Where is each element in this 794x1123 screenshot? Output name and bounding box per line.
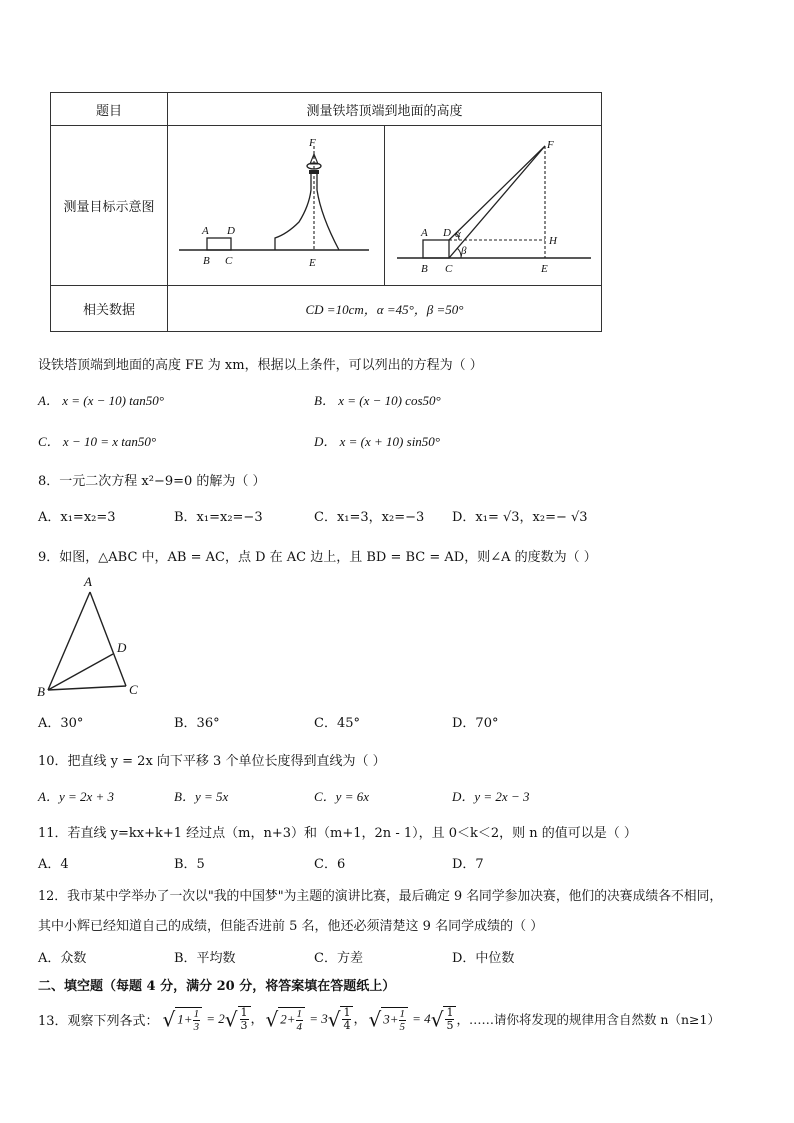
q10-stem: 10．把直线 y = 2x 向下平移 3 个单位长度得到直线为（ ）	[38, 754, 386, 769]
measurement-table	[50, 92, 602, 332]
q8-option-d: D．x₁= √3，x₂=− √3	[452, 510, 588, 525]
table-header-title: 测量铁塔顶端到地面的高度	[168, 93, 602, 126]
section-2-heading: 二、填空题（每题 4 分，满分 20 分，将答案填在答题纸上）	[38, 979, 396, 994]
tower-figure-1	[169, 126, 383, 281]
fig1-label-A: A	[202, 225, 209, 237]
q12-stem-line2: 其中小辉已经知道自己的成绩，但能否进前 5 名，他还必须清楚这 9 名同学成绩的（ ）	[38, 919, 544, 934]
q13-expression-2: √ 2+ $\frac{1}{4}$ = 3√ $\frac{1}{4}$ ，	[265, 1006, 367, 1033]
vertex-label-D: D	[117, 640, 127, 655]
sight-line-C	[449, 146, 545, 258]
fig2-label-C: C	[445, 263, 453, 275]
q12-option-b: B．平均数	[174, 951, 236, 966]
table-cell-figure-1	[168, 126, 385, 286]
q9-option-d: D．70°	[452, 716, 499, 731]
q12-stem-line1: 12．我市某中学举办了一次以"我的中国梦"为主题的演讲比赛，最后确定 9 名同学参加决赛，他们的决赛成绩各不相同，	[38, 889, 723, 904]
fig1-label-F: F	[309, 137, 316, 149]
segment-BD	[48, 654, 113, 690]
table-data-values: CD =10cm，α =45°，β =50°	[168, 286, 602, 332]
fig2-label-D: D	[443, 227, 451, 239]
q7-option-b: B． x = (x − 10) cos50°	[314, 393, 441, 408]
q12-option-d: D．中位数	[452, 951, 515, 966]
q7-option-a: A． x = (x − 10) tan50°	[38, 393, 164, 408]
q8-option-b: B．x₁=x₂=−3	[174, 510, 263, 525]
fig2-label-beta: β	[461, 245, 467, 257]
fig1-label-D: D	[227, 225, 235, 237]
side-AC	[90, 592, 126, 686]
q11-stem: 11．若直线 y=kx+k+1 经过点（m，n+3）和（m+1，2n - 1），且 0＜k＜2，则 n 的值可以是（ ）	[38, 826, 637, 841]
fig1-label-C: C	[225, 255, 233, 267]
q9-option-c: C．45°	[314, 716, 360, 731]
q10-option-a: A．y = 2x + 3	[38, 789, 115, 804]
q13-line	[38, 1006, 720, 1033]
q11-option-d: D．7	[452, 857, 484, 872]
q11-option-a: A．4	[38, 857, 69, 872]
table-label-data: 相关数据	[51, 286, 168, 332]
side-AB	[48, 592, 90, 690]
vertex-label-C: C	[129, 682, 138, 697]
q11-option-c: C．6	[314, 857, 346, 872]
vertex-label-B: B	[37, 684, 45, 699]
q7-option-d: D． x = (x + 10) sin50°	[314, 434, 441, 449]
sight-line-D	[449, 146, 545, 240]
q8-option-a: A．x₁=x₂=3	[38, 510, 116, 525]
q9-option-a: A．30°	[38, 716, 84, 731]
q11-option-b: B．5	[174, 857, 205, 872]
q13-suffix: ，……请你将发现的规律用含自然数 n（n≥1）	[456, 1012, 720, 1028]
fig1-label-B: B	[203, 255, 210, 267]
table-header-topic: 题目	[51, 93, 168, 126]
q8-stem: 8．一元二次方程 x²−9=0 的解为（ ）	[38, 474, 266, 489]
tower-top-base	[309, 170, 319, 174]
triangle-figure	[34, 574, 144, 702]
q7-stem: 设铁塔顶端到地面的高度 FE 为 xm，根据以上条件，可以列出的方程为（ ）	[38, 358, 483, 373]
table-label-diagram: 测量目标示意图	[51, 126, 168, 286]
q8-option-c: C．x₁=3，x₂=−3	[314, 510, 425, 525]
table-cell-figure-2	[385, 126, 602, 286]
q10-option-d: D．y = 2x − 3	[452, 789, 530, 804]
q10-option-c: C．y = 6x	[314, 789, 369, 804]
tower-left-leg	[275, 172, 311, 250]
fig2-label-F: F	[547, 139, 554, 151]
measuring-box	[423, 240, 449, 258]
fig1-label-E: E	[309, 257, 316, 269]
q12-option-c: C．方差	[314, 951, 363, 966]
fig2-label-E: E	[541, 263, 548, 275]
q13-prefix: 13．观察下列各式：	[38, 1013, 159, 1029]
tower-figure-2	[385, 126, 601, 281]
tower-right-leg	[317, 172, 339, 250]
vertex-label-A: A	[84, 574, 92, 589]
q7-option-c: C． x − 10 = x tan50°	[38, 434, 157, 449]
q10-option-b: B．y = 5x	[174, 789, 229, 804]
q12-option-a: A．众数	[38, 951, 87, 966]
q9-stem: 9．如图，△ABC 中，AB = AC，点 D 在 AC 边上，且 BD = BC = AD，则∠A 的度数为（ ）	[38, 550, 597, 565]
measuring-box	[207, 238, 231, 250]
q13-expression-3: √ 3+ $\frac{1}{5}$ = 4√ $\frac{1}{5}$	[368, 1006, 456, 1033]
side-BC	[48, 686, 126, 690]
fig2-label-A: A	[421, 227, 428, 239]
fig2-label-alpha: α	[455, 228, 461, 240]
fig2-label-H: H	[549, 235, 557, 247]
q13-expression-1: √ 1+ $\frac{1}{3}$ = 2√ $\frac{1}{3}$ ，	[162, 1006, 264, 1033]
q9-option-b: B．36°	[174, 716, 220, 731]
fig2-label-B: B	[421, 263, 428, 275]
